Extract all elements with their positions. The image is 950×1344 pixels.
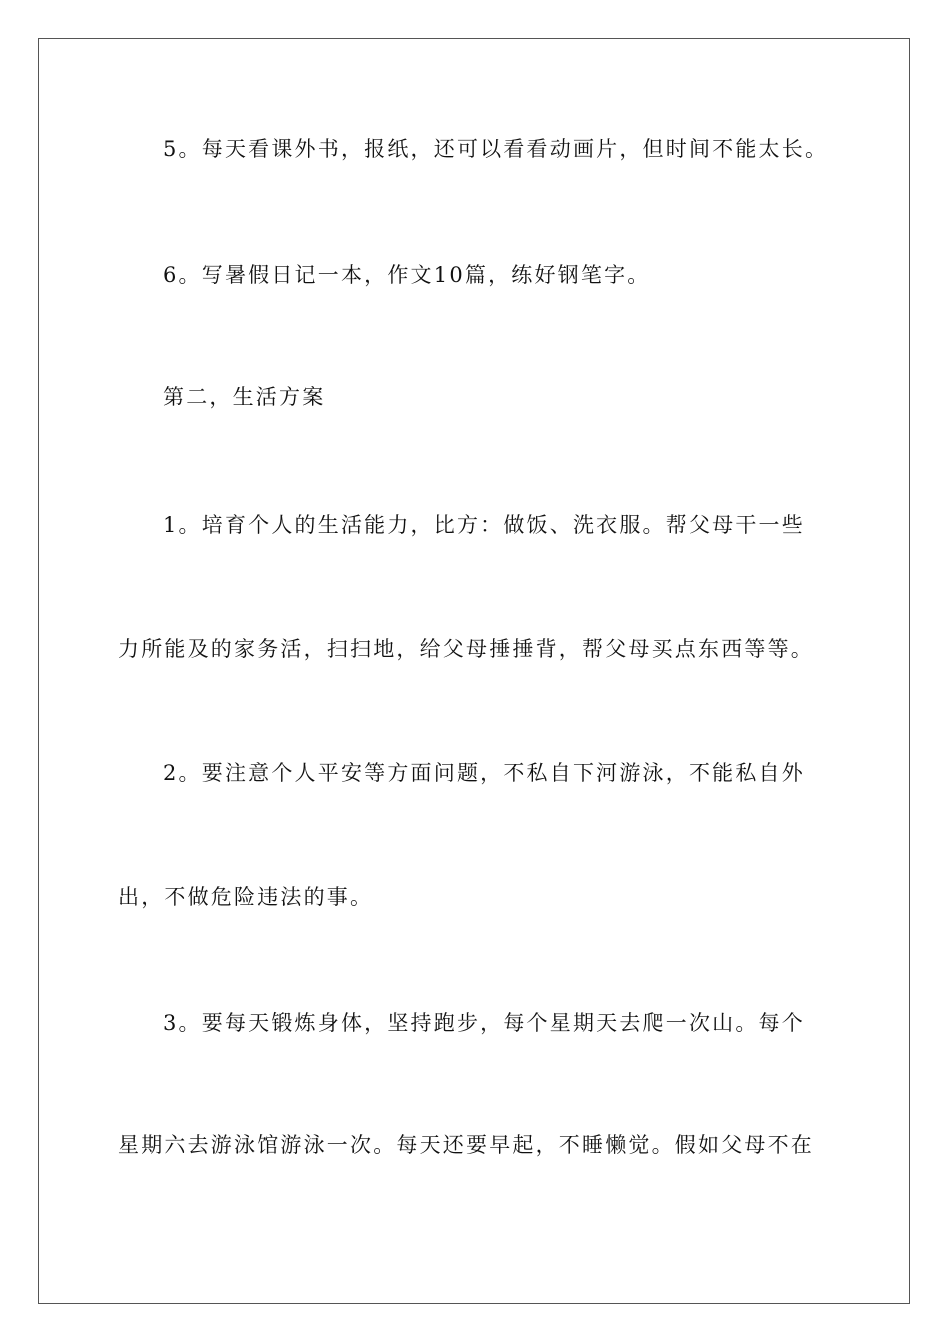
item-5-reading: 5。每天看课外书，报纸，还可以看看动画片，但时间不能太长。 [163, 137, 829, 161]
item-2-safety-line-2: 出，不做危险违法的事。 [118, 885, 374, 909]
item-6-diary: 6。写暑假日记一本，作文10篇，练好钢笔字。 [163, 263, 651, 287]
item-2-safety-line-1: 2。要注意个人平安等方面问题，不私自下河游泳，不能私自外 [163, 761, 805, 785]
section-heading-life-plan: 第二，生活方案 [163, 385, 326, 409]
item-3-exercise-line-2: 星期六去游泳馆游泳一次。每天还要早起，不睡懒觉。假如父母不在 [118, 1133, 814, 1157]
item-1-life-skills-line-1: 1。培育个人的生活能力，比方：做饭、洗衣服。帮父母干一些 [163, 513, 805, 537]
page-border [38, 38, 910, 1304]
item-1-life-skills-line-2: 力所能及的家务活，扫扫地，给父母捶捶背，帮父母买点东西等等。 [118, 637, 814, 661]
item-3-exercise-line-1: 3。要每天锻炼身体，坚持跑步，每个星期天去爬一次山。每个 [163, 1011, 805, 1035]
